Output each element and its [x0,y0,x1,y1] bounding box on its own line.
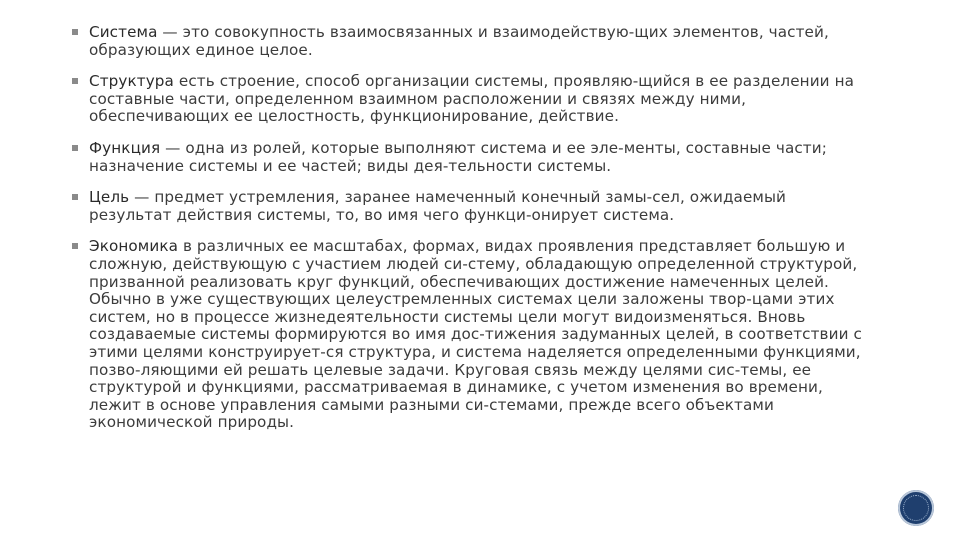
bullet-icon [72,145,78,151]
slide-number-badge-icon [898,490,934,526]
list-item-ekonomika [72,238,862,432]
bullet-icon [72,29,78,35]
bullet-icon [72,194,78,200]
definition-text: это совокупность взаимосвязанных и взаимодействую-щих элементов, частей, образующих единое целое. [89,23,829,59]
list-item-sistema [72,24,862,59]
list-item-struktura [72,73,862,126]
term-separator: — [129,188,155,207]
bullet-icon [72,78,78,84]
term-separator: — [157,23,183,41]
term-separator: — [160,138,186,157]
definition-text: есть строение, способ организации системы, проявляю-щийся в ее разделении на составные части, определенном взаимном расположении и связях между ними, обеспечивающих ее целостность, функционирование, действие. [89,72,855,126]
list-item-funktsiya [72,140,862,175]
bullet-icon [72,243,78,249]
term-label: Система [89,23,158,41]
term-label: Экономика [89,237,178,256]
term-label: Функция [89,138,161,157]
list-item-tsel [72,189,862,224]
definition-text: одна из ролей, которые выполняют система и ее эле-менты, составные части; назначение системы и ее частей; виды дея-тельности системы. [89,138,827,175]
term-label: Структура [89,72,174,91]
definition-text: предмет устремления, заранее намеченный конечный замы-сел, ожидаемый результат действия системы, то, во имя чего функци-онирует система. [89,188,787,224]
term-label: Цель [89,188,130,207]
definition-text: в различных ее масштабах, формах, видах проявления представляет большую и сложную, действующую с участием людей си-стему, обладающую определенной структурой, призванной реализовать круг функций, обеспечивающих достижение намеченных целей. Обычно в уже существующих целеустремленных системах цели заложены твор-цами этих систем, но в процессе жизнедеятельности системы цели могут видоизменяться. Вновь создаваемые системы формируются во имя дос-тижения задуманных целей, в соответствии с этими целями конструирует-ся структура, и система наделяется определенными функциями, позво-ляющими ей решать целевые задачи. Круговая связь между целями сис-темы, ее структурой и функциями, рассматриваемая в динамике, с учетом изменения во времени, лежит в основе управления самыми разными си-стемами, прежде всего объектами экономической природы. [89,237,862,432]
slide-content [72,24,862,446]
badge-ring-icon [903,495,929,521]
